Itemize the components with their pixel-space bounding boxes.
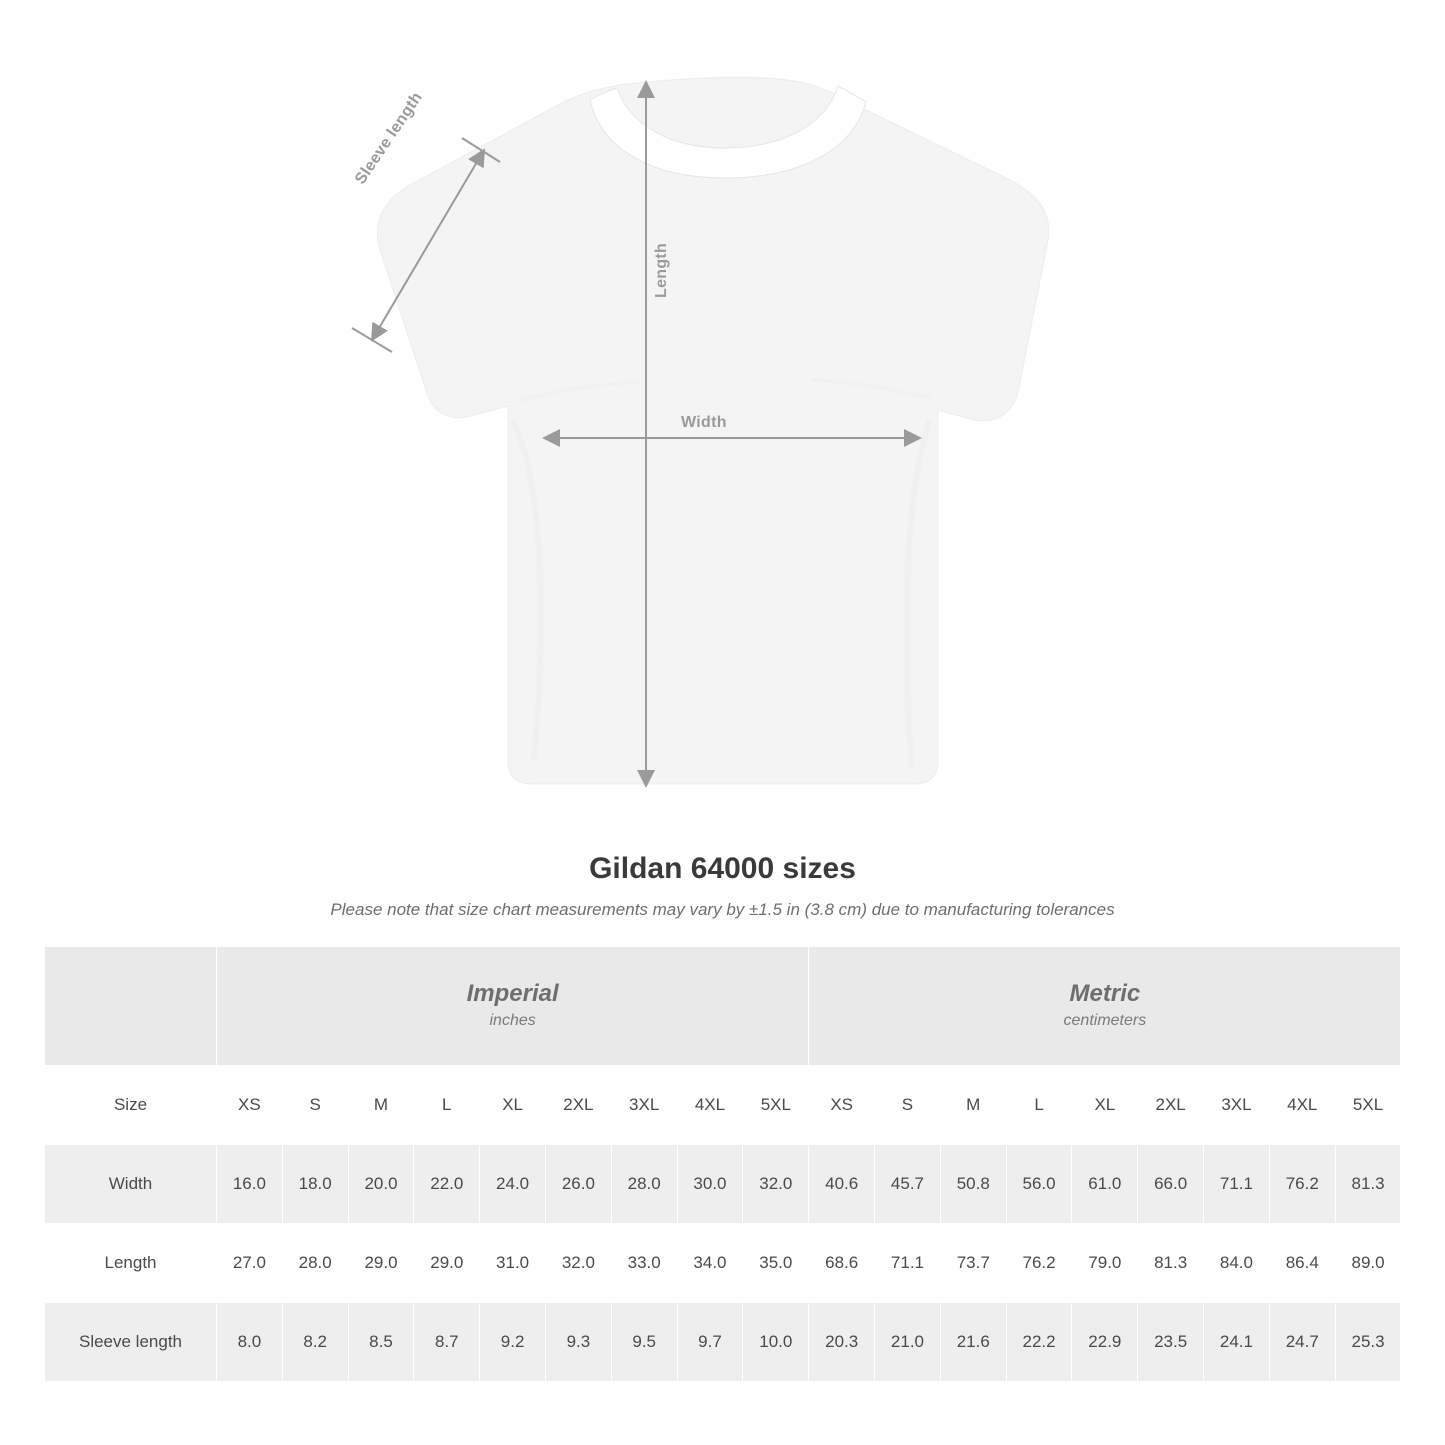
- cell-length: 84.0: [1204, 1224, 1270, 1303]
- metric-header-cell: [809, 947, 1401, 1066]
- size-header-cell: 4XL: [1269, 1066, 1335, 1145]
- cell-length: 35.0: [743, 1224, 809, 1303]
- cell-sleeve: 8.2: [282, 1303, 348, 1382]
- cell-length: 28.0: [282, 1224, 348, 1303]
- cell-width: 71.1: [1204, 1145, 1270, 1224]
- cell-length: 79.0: [1072, 1224, 1138, 1303]
- cell-sleeve: 24.1: [1204, 1303, 1270, 1382]
- title-block: [0, 852, 1445, 920]
- cell-width: 22.0: [414, 1145, 480, 1224]
- units-header-row: [45, 947, 1401, 1066]
- cell-length: 32.0: [545, 1224, 611, 1303]
- cell-width: 50.8: [940, 1145, 1006, 1224]
- cell-length: 33.0: [611, 1224, 677, 1303]
- cell-length: 27.0: [217, 1224, 283, 1303]
- table-row: [45, 1145, 1401, 1224]
- size-table: [44, 946, 1401, 1382]
- cell-sleeve: 9.3: [545, 1303, 611, 1382]
- cell-sleeve: 22.2: [1006, 1303, 1072, 1382]
- cell-width: 40.6: [809, 1145, 875, 1224]
- cell-length: 68.6: [809, 1224, 875, 1303]
- imperial-unit-sub: inches: [489, 1012, 536, 1029]
- cell-width: 30.0: [677, 1145, 743, 1224]
- units-corner-cell: [45, 947, 217, 1066]
- cell-sleeve: 8.5: [348, 1303, 414, 1382]
- table-row: [45, 1224, 1401, 1303]
- table-row: [45, 1303, 1401, 1382]
- row-label-length: Length: [45, 1224, 217, 1303]
- imperial-unit-name: Imperial: [466, 980, 559, 1007]
- cell-width: 28.0: [611, 1145, 677, 1224]
- cell-width: 32.0: [743, 1145, 809, 1224]
- size-header-cell: 3XL: [611, 1066, 677, 1145]
- size-header-cell: XL: [480, 1066, 546, 1145]
- size-header-cell: 5XL: [743, 1066, 809, 1145]
- size-header-cell: S: [282, 1066, 348, 1145]
- size-header-cell: L: [414, 1066, 480, 1145]
- size-header-cell: XS: [217, 1066, 283, 1145]
- cell-width: 18.0: [282, 1145, 348, 1224]
- cell-sleeve: 23.5: [1138, 1303, 1204, 1382]
- cell-width: 81.3: [1335, 1145, 1401, 1224]
- size-header-cell: 4XL: [677, 1066, 743, 1145]
- cell-width: 16.0: [217, 1145, 283, 1224]
- sleeve-length-label: Sleeve length: [352, 89, 426, 188]
- cell-sleeve: 20.3: [809, 1303, 875, 1382]
- size-header-cell: 5XL: [1335, 1066, 1401, 1145]
- cell-sleeve: 9.5: [611, 1303, 677, 1382]
- row-label-width: Width: [45, 1145, 217, 1224]
- imperial-header-cell: [217, 947, 809, 1066]
- metric-unit-name: Metric: [1069, 980, 1141, 1007]
- metric-unit-sub: centimeters: [1063, 1012, 1147, 1029]
- cell-length: 86.4: [1269, 1224, 1335, 1303]
- cell-length: 29.0: [414, 1224, 480, 1303]
- size-header-cell: 2XL: [1138, 1066, 1204, 1145]
- cell-sleeve: 9.2: [480, 1303, 546, 1382]
- size-header-cell: 2XL: [545, 1066, 611, 1145]
- cell-length: 31.0: [480, 1224, 546, 1303]
- cell-width: 56.0: [1006, 1145, 1072, 1224]
- cell-width: 76.2: [1269, 1145, 1335, 1224]
- cell-sleeve: 21.0: [875, 1303, 941, 1382]
- cell-width: 61.0: [1072, 1145, 1138, 1224]
- cell-length: 76.2: [1006, 1224, 1072, 1303]
- size-header-cell: XS: [809, 1066, 875, 1145]
- width-label: Width: [681, 414, 727, 431]
- cell-width: 66.0: [1138, 1145, 1204, 1224]
- cell-sleeve: 9.7: [677, 1303, 743, 1382]
- cell-sleeve: 10.0: [743, 1303, 809, 1382]
- cell-width: 45.7: [875, 1145, 941, 1224]
- cell-sleeve: 8.0: [217, 1303, 283, 1382]
- cell-width: 20.0: [348, 1145, 414, 1224]
- cell-length: 73.7: [940, 1224, 1006, 1303]
- length-label: Length: [653, 242, 670, 298]
- cell-sleeve: 22.9: [1072, 1303, 1138, 1382]
- size-header-cell: 3XL: [1204, 1066, 1270, 1145]
- cell-sleeve: 8.7: [414, 1303, 480, 1382]
- size-header-cell: M: [348, 1066, 414, 1145]
- row-label-sleeve-length: Sleeve length: [45, 1303, 217, 1382]
- cell-width: 26.0: [545, 1145, 611, 1224]
- cell-sleeve: 24.7: [1269, 1303, 1335, 1382]
- cell-sleeve: 21.6: [940, 1303, 1006, 1382]
- cell-sleeve: 25.3: [1335, 1303, 1401, 1382]
- size-header-row: [45, 1066, 1401, 1145]
- cell-length: 34.0: [677, 1224, 743, 1303]
- cell-length: 71.1: [875, 1224, 941, 1303]
- size-label-cell: Size: [45, 1066, 217, 1145]
- cell-length: 29.0: [348, 1224, 414, 1303]
- size-table-wrapper: [44, 946, 1401, 1382]
- size-header-cell: XL: [1072, 1066, 1138, 1145]
- cell-length: 81.3: [1138, 1224, 1204, 1303]
- page-title: Gildan 64000 sizes: [589, 852, 856, 885]
- cell-length: 89.0: [1335, 1224, 1401, 1303]
- size-header-cell: L: [1006, 1066, 1072, 1145]
- size-header-cell: S: [875, 1066, 941, 1145]
- tolerance-note: Please note that size chart measurements may vary by ±1.5 in (3.8 cm) due to manufacturing tolerances: [330, 900, 1115, 919]
- cell-width: 24.0: [480, 1145, 546, 1224]
- size-header-cell: M: [940, 1066, 1006, 1145]
